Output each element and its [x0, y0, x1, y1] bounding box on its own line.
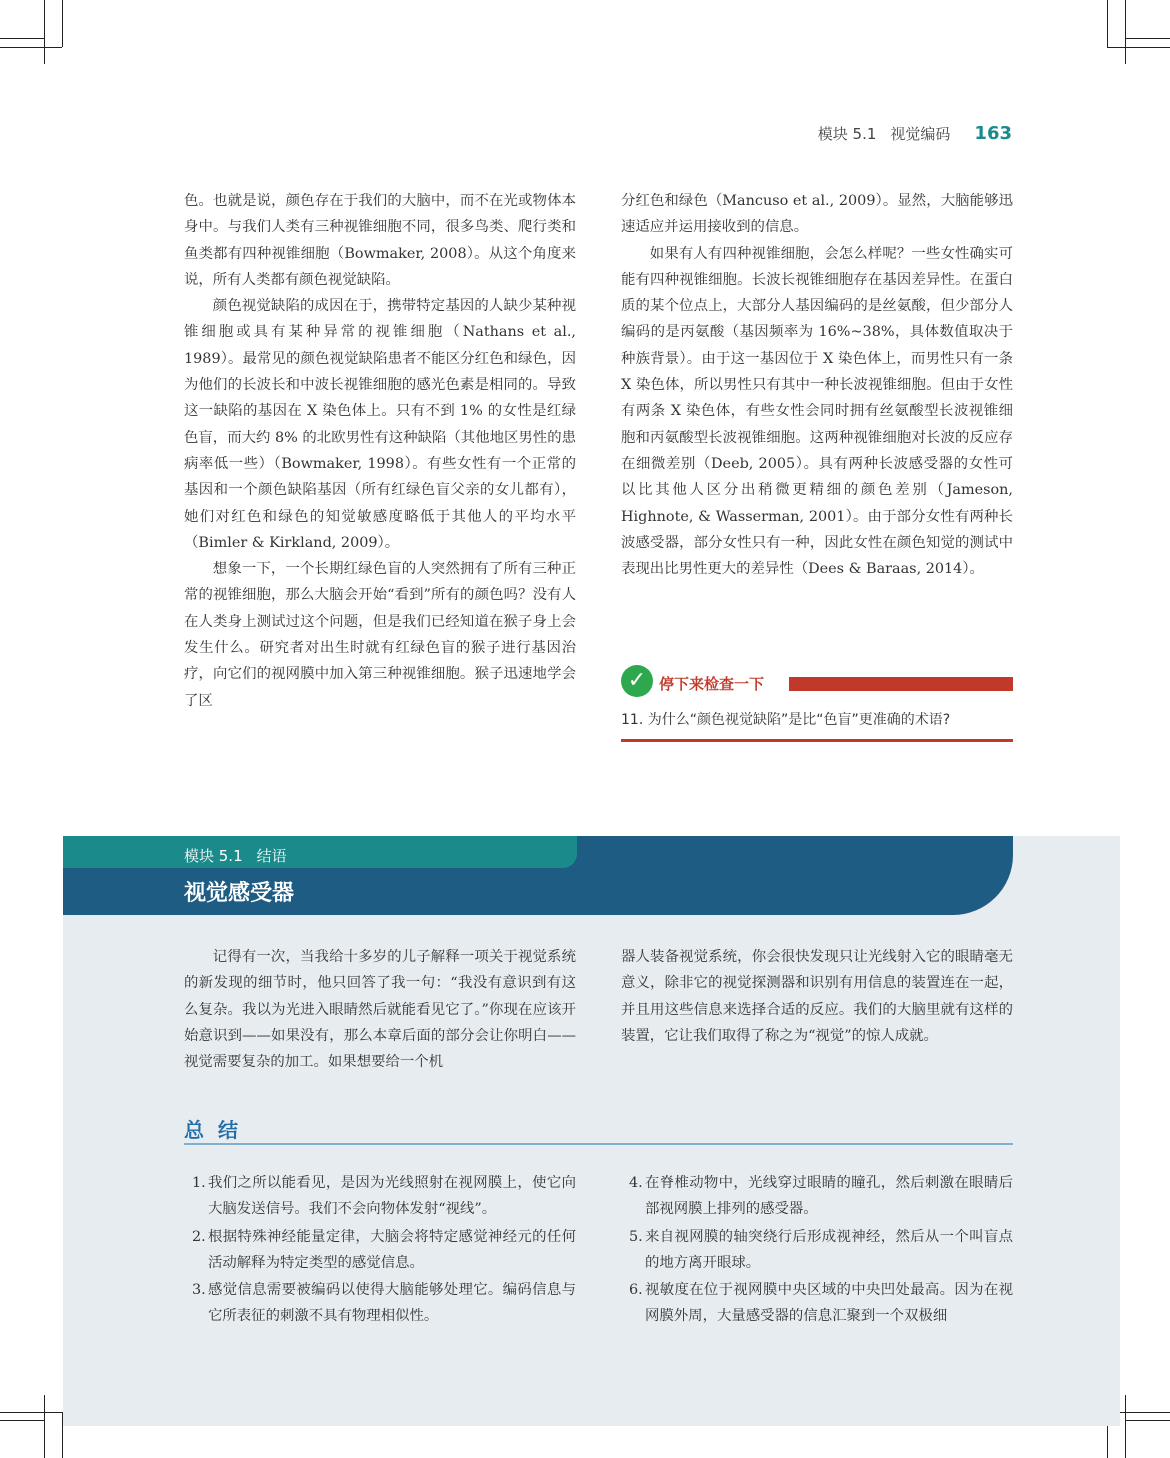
summary-item-text: 感觉信息需要被编码以使得大脑能够处理它。编码信息与它所表征的刺激不具有物理相似性。 — [208, 1282, 576, 1325]
paragraph: 颜色视觉缺陷的成因在于，携带特定基因的人缺少某种视锥细胞或具有某种异常的视锥细胞（Nathans et al., 1989）。最常见的颜色视觉缺陷患者不能区分红色和绿色，因为他们的长波长和中波长视锥细胞的感光色素是相同的。导致这一缺陷的基因在 X 染色体上。只有不到 1% 的女性是红绿色盲，而大约 8% 的北欧男性有这种缺陷（其他地区男性的患病率低一些）（Bowmaker, 1998）。有些女性有一个正常的基因和一个颜色缺陷基因（所有红绿色盲父亲的女儿都有），她们对红色和绿色的知觉敏感度略低于其他人的平均水平（Bimler & Kirkland, 2009）。 — [184, 298, 576, 551]
paragraph: 色。也就是说，颜色存在于我们的大脑中，而不在光或物体本身中。与我们人类有三种视锥细胞不同，很多鸟类、爬行类和鱼类都有四种视锥细胞（Bowmaker, 2008）。从这个角度来说，所有人类都有颜色视觉缺陷。 — [184, 193, 576, 288]
crop-mark — [1125, 1395, 1126, 1458]
summary-item-number: 1. — [192, 1175, 206, 1191]
conclusion-title: 视觉感受器 — [184, 880, 295, 906]
summary-item-number: 5. — [629, 1228, 643, 1245]
summary-item-text: 根据特殊神经能量定律，大脑会将特定感觉神经元的任何活动解释为特定类型的感觉信息。 — [208, 1228, 576, 1271]
summary-item — [621, 1170, 1013, 1223]
crop-mark — [1125, 0, 1126, 64]
summary-list-left — [184, 1170, 576, 1331]
summary-list-right — [621, 1170, 1013, 1331]
summary-item-number: 4. — [629, 1175, 643, 1191]
right-text-column — [621, 188, 1013, 582]
stop-check-bar — [789, 677, 1013, 691]
summary-item — [184, 1224, 576, 1277]
conclusion-right-column — [621, 944, 1013, 1049]
crop-mark — [62, 0, 63, 47]
running-header — [818, 123, 1012, 144]
crop-mark — [44, 1395, 45, 1458]
summary-item-text: 在脊椎动物中，光线穿过眼睛的瞳孔，然后刺激在眼睛后部视网膜上排列的感受器。 — [645, 1175, 1013, 1218]
header-section: 视觉编码 — [890, 125, 951, 143]
summary-title: 总结 — [184, 1118, 252, 1142]
summary-item — [621, 1224, 1013, 1277]
checkmark-icon: ✓ — [621, 665, 653, 697]
crop-mark — [1107, 47, 1170, 48]
summary-item-number: 3. — [192, 1282, 206, 1299]
crop-mark — [1125, 38, 1170, 39]
summary-item-number: 2. — [192, 1228, 206, 1245]
crop-mark — [0, 1420, 44, 1421]
summary-item-text: 视敏度在位于视网膜中央区域的中央凹处最高。因为在视网膜外周，大量感受器的信息汇聚到一个双极细 — [645, 1282, 1013, 1325]
conclusion-label-text: 结语 — [256, 847, 287, 865]
left-text-column — [184, 188, 576, 714]
summary-divider — [184, 1143, 1013, 1145]
summary-item — [184, 1170, 576, 1223]
paragraph: 分红色和绿色（Mancuso et al., 2009）。显然，大脑能够迅速适应并运用接收到的信息。 — [621, 193, 1013, 236]
summary-item-number: 6. — [629, 1282, 643, 1299]
conclusion-label-band — [63, 836, 577, 868]
summary-item-text: 来自视网膜的轴突绕行后形成视神经，然后从一个叫盲点的地方离开眼球。 — [645, 1228, 1013, 1271]
summary-item — [621, 1277, 1013, 1330]
crop-mark — [0, 1412, 62, 1413]
stop-check-title: 停下来检查一下 — [659, 675, 765, 693]
conclusion-left-column — [184, 944, 576, 1075]
paragraph: 如果有人有四种视锥细胞，会怎么样呢？一些女性确实可能有四种视锥细胞。长波长视锥细胞存在基因差异性。在蛋白质的某个位点上，大部分人基因编码的是丝氨酸，但少部分人编码的是丙氨酸（基因频率为 16%~38%，具体数值取决于种族背景）。由于这一基因位于 X 染色体上，而男性只有一条 X 染色体，所以男性只有其中一种长波视锥细胞。但由于女性有两条 X 染色体，有些女性会同时拥有丝氨酸型长波视锥细胞和丙氨酸型长波视锥细胞。这两种视锥细胞对长波的反应存在细微差别（Deeb, 2005）。具有两种长波感受器的女性可以比其他人区分出稍微更精细的颜色差别（Jameson, Highnote, & Wasserman, 2001）。由于部分女性有两种长波感受器，部分女性只有一种，因此女性在颜色知觉的测试中表现出比男性更大的差异性（Dees & Baraas, 2014）。 — [621, 245, 1013, 578]
crop-mark — [1125, 1420, 1170, 1421]
crop-mark — [44, 0, 45, 64]
paragraph: 想象一下，一个长期红绿色盲的人突然拥有了所有三种正常的视锥细胞，那么大脑会开始“看到”所有的颜色吗？没有人在人类身上测试过这个问题，但是我们已经知道在猴子身上会发生什么。研究者对出生时就有红绿色盲的猴子进行基因治疗，向它们的视网膜中加入第三种视锥细胞。猴子迅速地学会了区 — [184, 561, 576, 709]
summary-item-text: 我们之所以能看见，是因为光线照射在视网膜上，使它向大脑发送信号。我们不会向物体发射“视线”。 — [208, 1175, 576, 1218]
conclusion-label — [184, 845, 287, 866]
crop-mark — [0, 38, 44, 39]
paragraph: 记得有一次，当我给十多岁的儿子解释一项关于视觉系统的新发现的细节时，他只回答了我一句：“我没有意识到有这么复杂。我以为光进入眼睛然后就能看见它了。”你现在应该开始意识到——如果没有，那么本章后面的部分会让你明白——视觉需要复杂的加工。如果想要给一个机 — [184, 949, 576, 1071]
conclusion-module: 模块 5.1 — [184, 847, 243, 865]
crop-mark — [0, 47, 62, 48]
page-number: 163 — [974, 123, 1012, 144]
header-module: 模块 5.1 — [817, 125, 877, 143]
summary-item — [184, 1277, 576, 1330]
crop-mark — [1107, 0, 1108, 47]
stop-check-question: 11. 为什么“颜色视觉缺陷”是比“色盲”更准确的术语? — [621, 709, 1013, 742]
paragraph: 器人装备视觉系统，你会很快发现只让光线射入它的眼睛毫无意义，除非它的视觉探测器和识别有用信息的装置连在一起，并且用这些信息来选择合适的反应。我们的大脑里就有这样的装置，它让我们取得了称之为“视觉”的惊人成就。 — [621, 949, 1013, 1044]
